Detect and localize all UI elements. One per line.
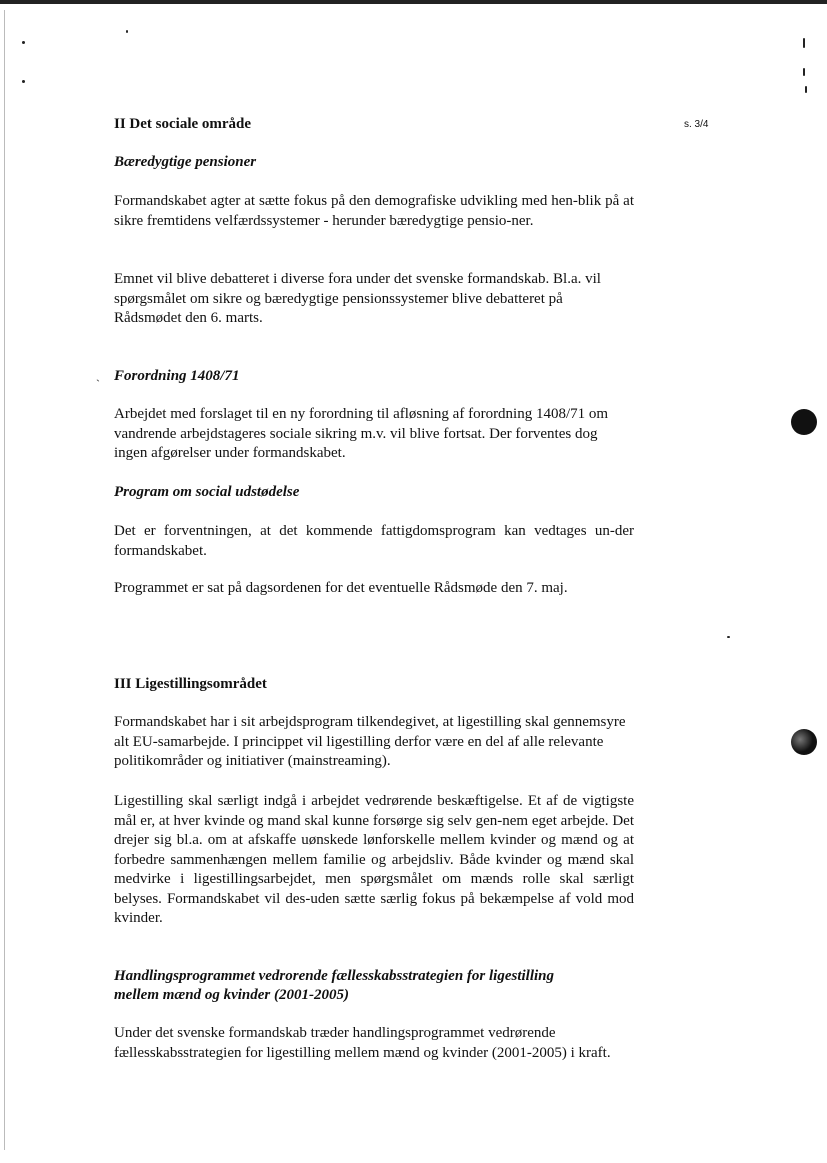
scan-speck bbox=[22, 80, 25, 83]
paragraph-pensions-1: Formandskabet agter at sætte fokus på den demografiske udvikling med hen-blik på at sikre fremtidens velfærdssystemer - herunder bæredygtige pensio-ner. bbox=[114, 193, 634, 229]
subheading-action-programme-line1: Handlingsprogrammet vedrorende fællesskabsstrategien for ligestilling bbox=[114, 968, 555, 984]
paragraph-action-programme: Under det svenske formandskab træder handlingsprogrammet vedrørende fællesskabsstrategien for ligestilling mellem mænd og kvinder (2001-2005) i kraft. bbox=[114, 1025, 611, 1061]
scan-speck bbox=[126, 30, 128, 33]
paragraph-equality-2: Ligestilling skal særligt indgå i arbejdet vedrørende beskæftigelse. Et af de vigtigste mål er, at hver kvinde og mand skal kunne forsørge sig selv gen-nem eget arbejde. Det drejer sig bl.a. om at afskaffe uønskede lønforskelle mellem kvinder og mænd og at forbedre sammenhængen mellem familie og arbejdsliv. Både kvinder og mænd skal medvirke i ligestillingsarbejdet, men spørgsmålet om mænds rolle skal særligt belyses. Formandskabet vil des-uden sætte særlig fokus på bekæmpelse af vold mod kvinder. bbox=[114, 793, 634, 926]
punch-hole-bottom bbox=[791, 729, 817, 755]
scan-speck bbox=[803, 38, 805, 48]
subheading-pensions: Bæredygtige pensioner bbox=[114, 154, 257, 170]
paragraph-exclusion-2: Programmet er sat på dagsordenen for det eventuelle Rådsmøde den 7. maj. bbox=[114, 580, 568, 596]
subheading-action-programme-line2: mellem mænd og kvinder (2001-2005) bbox=[114, 987, 349, 1003]
scan-top-border bbox=[0, 0, 827, 4]
paragraph-exclusion-1: Det er forventningen, at det kommende fattigdomsprogram kan vedtages un-der formandskabet. bbox=[114, 523, 634, 559]
paragraph-regulation: Arbejdet med forslaget til en ny forordning til afløsning af forordning 1408/71 om vandrende arbejdstageres sociale sikring m.v. vil blive fortsat. Der forventes dog ingen afgørelser under formandskabet. bbox=[114, 406, 609, 461]
scan-speck bbox=[727, 636, 730, 638]
section-heading-social: II Det sociale område bbox=[114, 116, 252, 132]
margin-mark: ˎ bbox=[96, 368, 100, 382]
scan-left-edge bbox=[4, 10, 5, 1150]
scan-speck bbox=[22, 41, 25, 44]
scan-speck bbox=[805, 86, 807, 93]
punch-hole-top bbox=[791, 409, 817, 435]
page-number: s. 3/4 bbox=[684, 119, 709, 130]
paragraph-pensions-2: Emnet vil blive debatteret i diverse fora under det svenske formandskab. Bl.a. vil spørgsmålet om sikre og bæredygtige pensionssystemer blive debatteret på Rådsmødet den 6. marts. bbox=[114, 271, 601, 326]
subheading-regulation: Forordning 1408/71 bbox=[114, 368, 240, 384]
subheading-social-exclusion: Program om social udstødelse bbox=[114, 484, 300, 500]
paragraph-equality-1: Formandskabet har i sit arbejdsprogram tilkendegivet, at ligestilling skal gennemsyre alt EU-samarbejde. I princippet vil ligestilling derfor være en del af alle relevante politikområder og initiativer (mainstreaming). bbox=[114, 714, 626, 769]
section-heading-equality: III Ligestillingsområdet bbox=[114, 676, 267, 692]
scan-speck bbox=[803, 68, 805, 76]
